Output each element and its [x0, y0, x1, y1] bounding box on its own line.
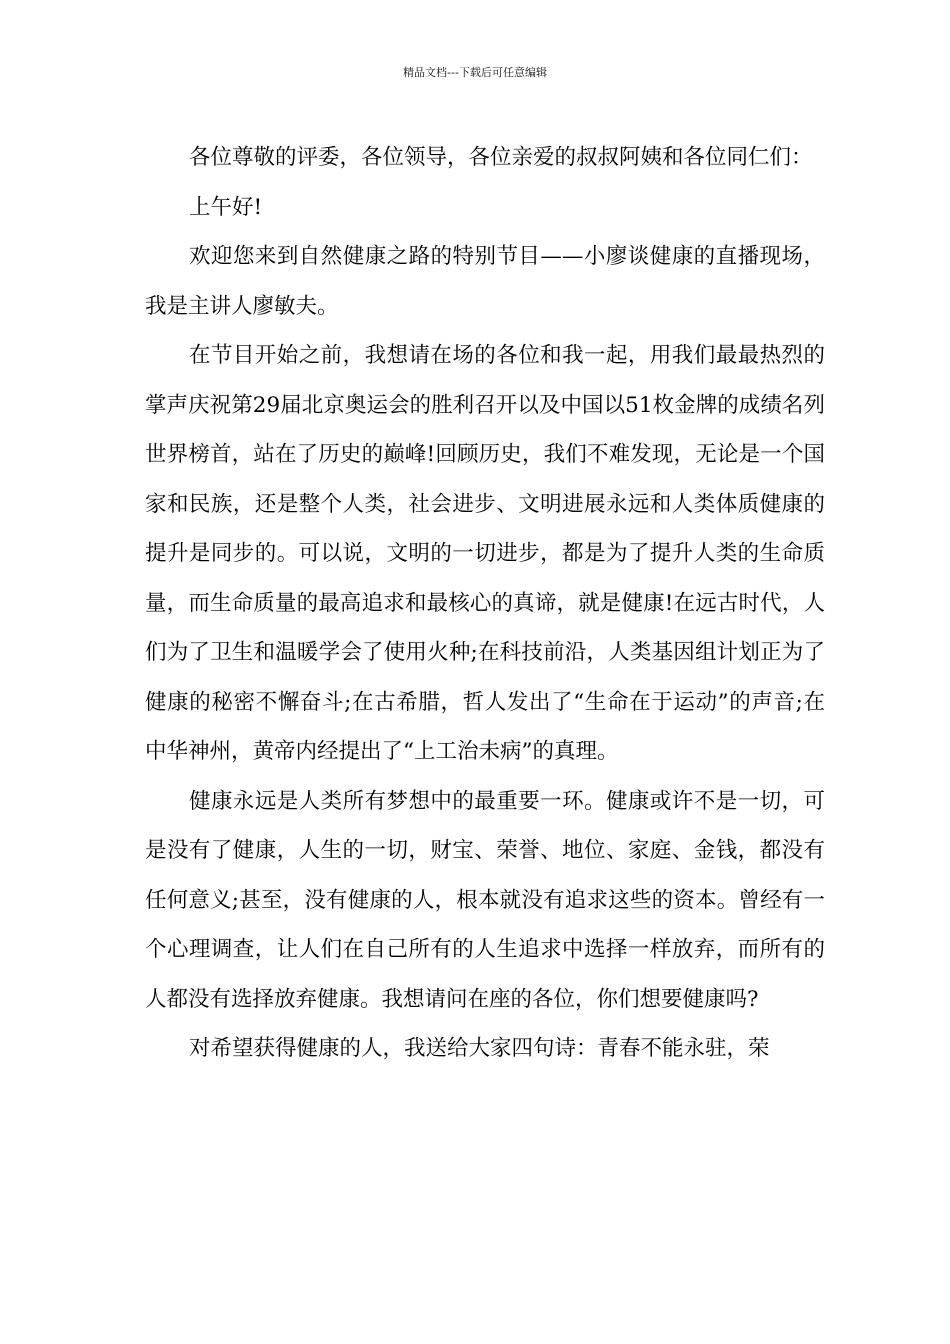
- paragraph-health-importance: 健康永远是人类所有梦想中的最重要一环。健康或许不是一切，可是没有了健康，人生的一切，财宝、荣誉、地位、家庭、金钱，都没有任何意义;甚至，没有健康的人，根本就没有追求这些的资本。曾经有一个心理调查，让人们在自己所有的人生追求中选择一样放弃，而所有的人都没有选择放弃健康。我想请问在座的各位，你们想要健康吗?: [145, 788, 825, 1012]
- page-header: 精品文档---下载后可任意编辑: [403, 66, 547, 79]
- paragraph-good-morning: 上午好!: [189, 194, 263, 220]
- paragraph-poem-intro: 对希望获得健康的人，我送给大家四句诗：青春不能永驻，荣: [189, 1036, 770, 1061]
- document-body: [145, 133, 825, 1074]
- paragraph-olympics: 在节目开始之前，我想请在场的各位和我一起，用我们最最热烈的掌声庆祝第29届北京奥运会的胜利召开以及中国以51枚金牌的成绩名列世界榜首，站在了历史的巅峰!回顾历史，我们不难发现，无论是一个国家和民族，还是整个人类，社会进步、文明进展永远和人类体质健康的提升是同步的。可以说，文明的一切进步，都是为了提升人类的生命质量，而生命质量的最高追求和最核心的真谛，就是健康!在远古时代，人们为了卫生和温暖学会了使用火种;在科技前沿，人类基因组计划正为了健康的秘密不懈奋斗;在古希腊，哲人发出了“生命在于运动”的声音;在中华神州，黄帝内经提出了“上工治未病”的真理。: [145, 343, 825, 764]
- paragraph-greeting: 各位尊敬的评委，各位领导，各位亲爱的叔叔阿姨和各位同仁们：: [189, 145, 813, 170]
- paragraph-welcome: 欢迎您来到自然健康之路的特别节目——小廖谈健康的直播现场，我是主讲人廖敏夫。: [145, 244, 825, 319]
